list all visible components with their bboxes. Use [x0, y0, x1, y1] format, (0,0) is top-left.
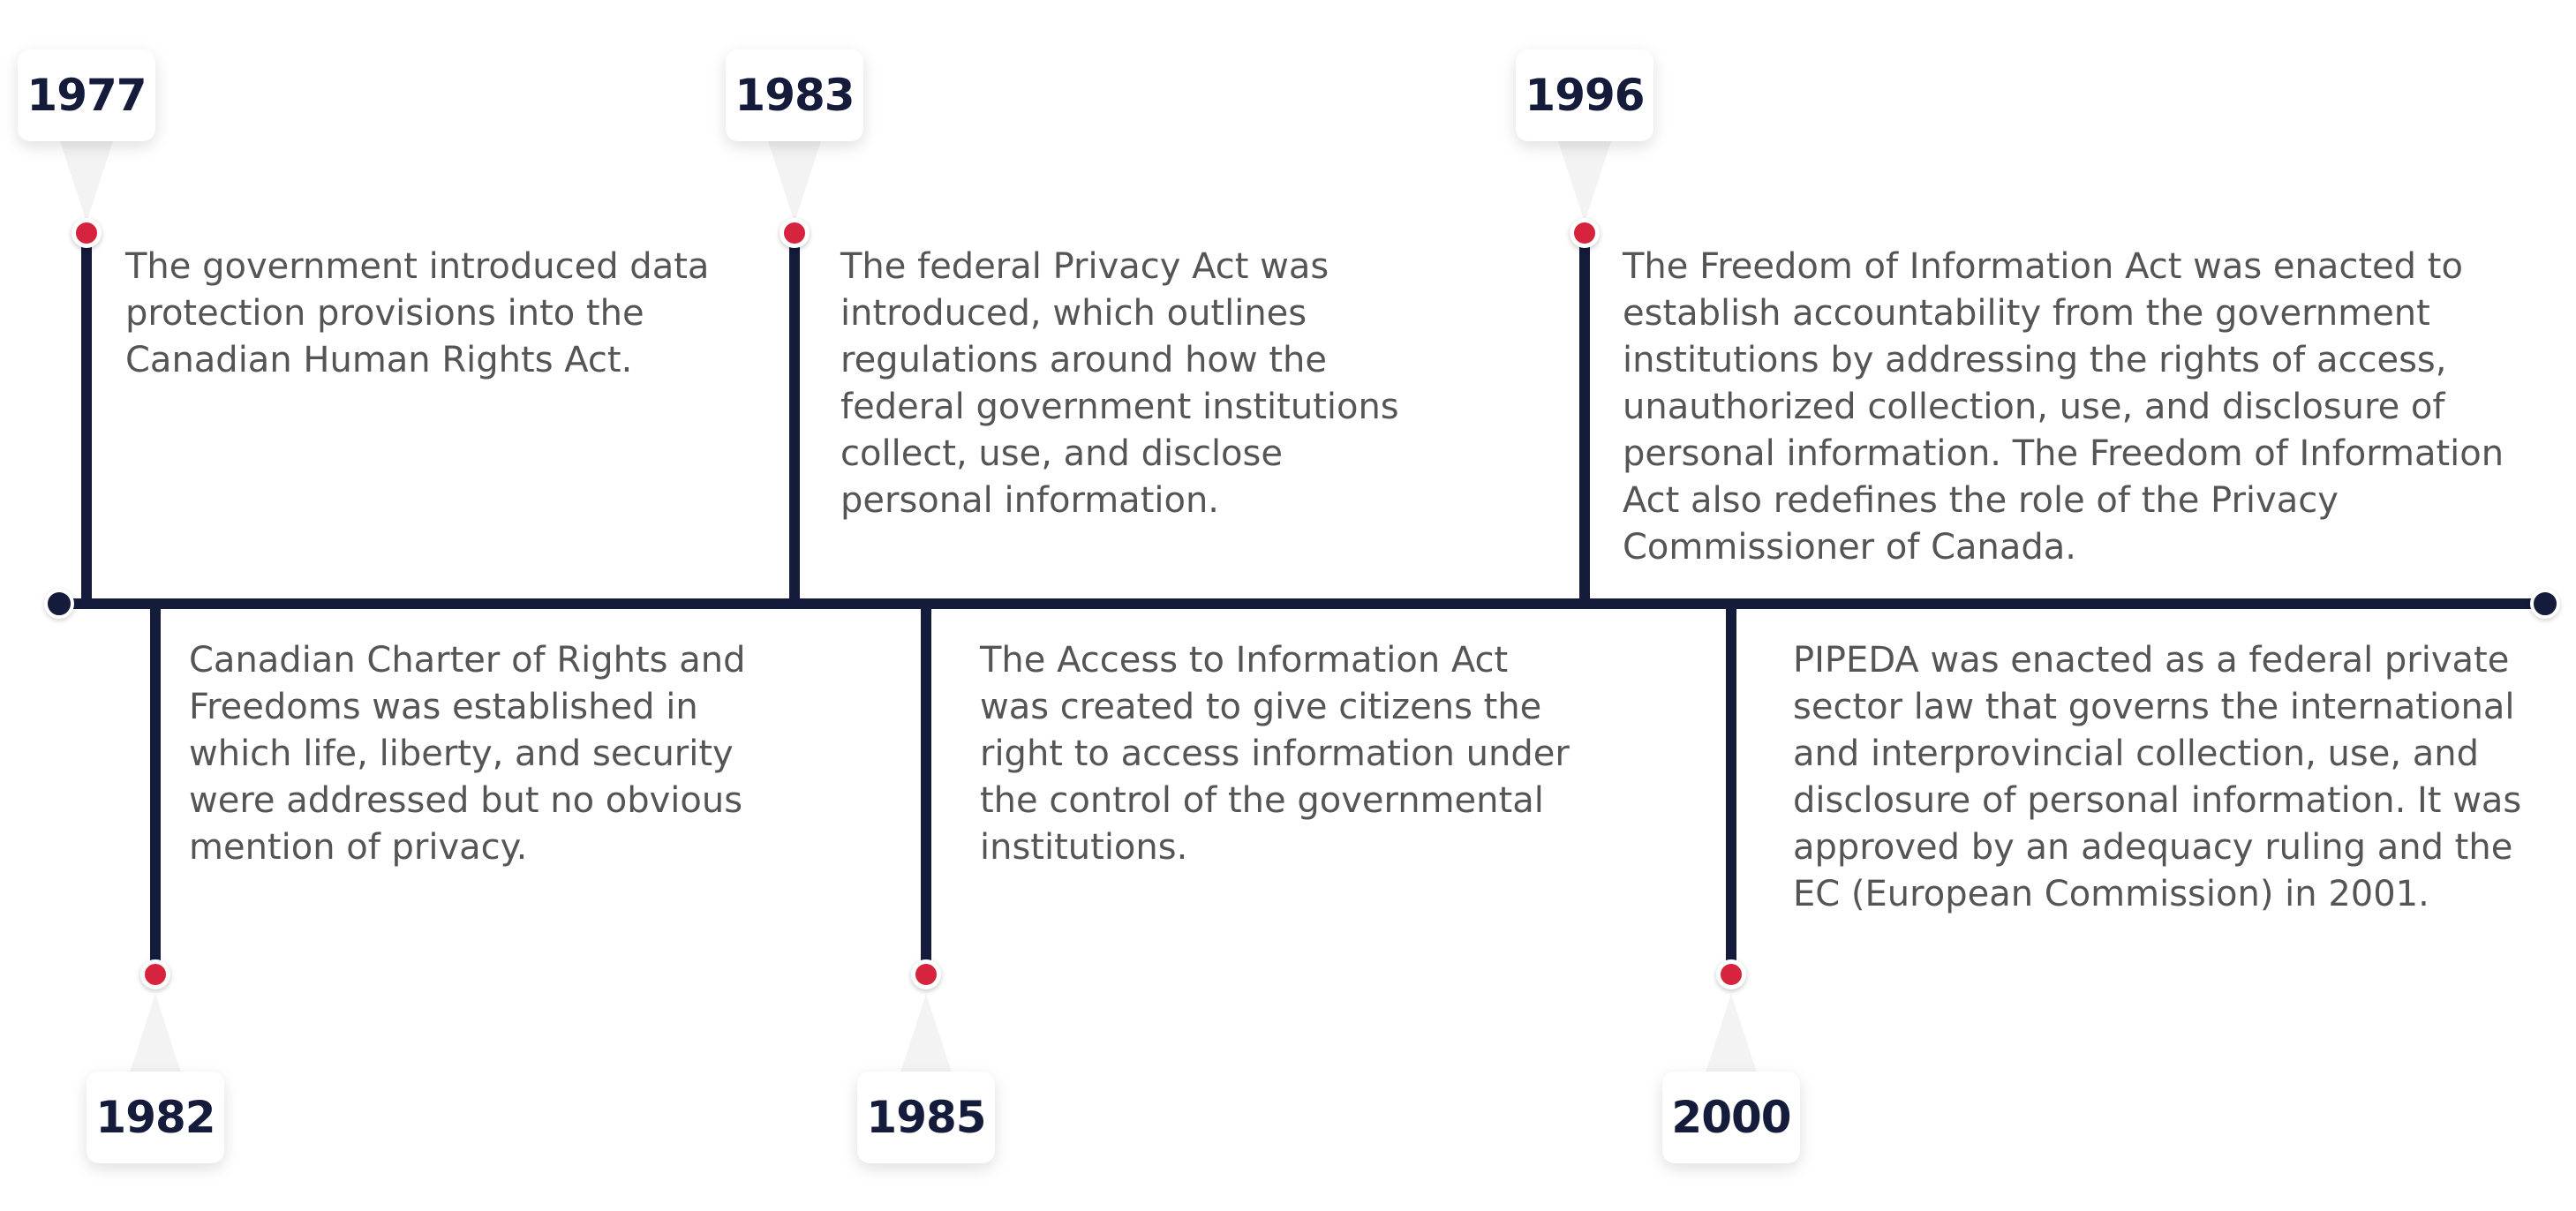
year-badge-1983: 1983 [726, 49, 863, 141]
marker-2000 [1716, 959, 1746, 989]
stem-1977 [81, 238, 92, 604]
badge-pointer-1996 [1558, 141, 1611, 222]
stem-2000 [1726, 604, 1736, 973]
year-badge-2000: 2000 [1662, 1072, 1800, 1163]
timeline-axis [58, 598, 2546, 609]
badge-pointer-1985 [900, 994, 953, 1075]
event-description-1982: Canadian Charter of Rights and Freedoms was established in which life, liberty, and security were addressed but no obvious mention of privacy. [189, 640, 746, 868]
badge-pointer-1983 [768, 141, 821, 222]
marker-1982 [140, 959, 170, 989]
marker-1983 [780, 218, 810, 248]
event-description-1983: The federal Privacy Act was introduced, which outlines regulations around how the federal government institutions collect, use, and disclose personal information. [840, 246, 1399, 521]
event-description-1996: The Freedom of Information Act was enacted to establish accountability from the government institutions by addressing the rights of access, unauthorized collection, use, and disclosure of personal information. The Freedom of Information Act also redefines the role of the Privacy Commissioner of Canada. [1623, 246, 2504, 568]
badge-pointer-1982 [129, 994, 182, 1075]
year-badge-1977: 1977 [18, 49, 155, 141]
year-badge-1996: 1996 [1516, 49, 1653, 141]
year-badge-1982: 1982 [87, 1072, 224, 1163]
stem-1982 [150, 604, 161, 973]
axis-start-dot [44, 589, 74, 619]
marker-1985 [911, 959, 941, 989]
event-description-1985: The Access to Information Act was created to give citizens the right to access information under the control of the governmental institutions. [980, 640, 1570, 868]
stem-1983 [789, 238, 800, 604]
badge-pointer-1977 [60, 141, 113, 222]
stem-1996 [1579, 238, 1590, 604]
year-badge-1985: 1985 [857, 1072, 995, 1163]
event-description-1977: The government introduced data protection provisions into the Canadian Human Rights Act. [125, 246, 710, 380]
event-description-2000: PIPEDA was enacted as a federal private sector law that governs the international and interprovincial collection, use, and disclosure of personal information. It was approved by an adequacy ruling and the EC (European Commission) in 2001. [1793, 640, 2522, 914]
badge-pointer-2000 [1705, 994, 1758, 1075]
marker-1996 [1570, 218, 1600, 248]
axis-end-dot [2530, 589, 2560, 619]
stem-1985 [921, 604, 931, 973]
marker-1977 [72, 218, 102, 248]
